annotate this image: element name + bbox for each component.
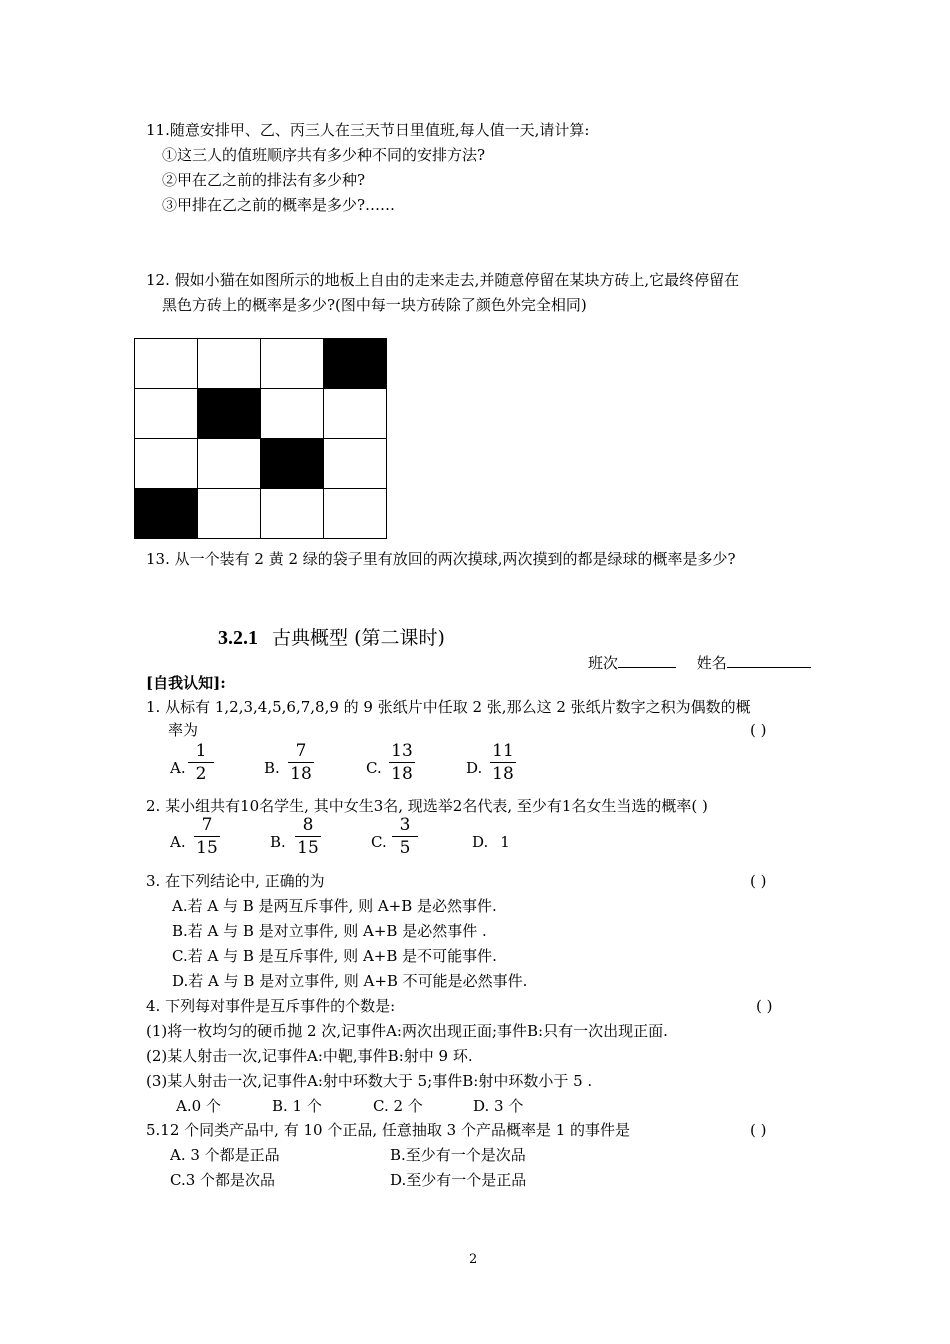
p2-option-d-text: 1 xyxy=(500,833,510,851)
fraction-numerator: 1 xyxy=(195,741,207,761)
self-cognition-heading: [自我认知]: xyxy=(146,674,226,692)
white-tile xyxy=(135,339,198,389)
white-tile xyxy=(324,439,387,489)
p2-stem: 2. 某小组共有10名学生, 其中女生3名, 现选举2名代表, 至少有1名女生当选的概率( ) xyxy=(146,797,708,815)
section-title xyxy=(218,625,445,651)
p4-option-b: B. 1 个 xyxy=(272,1097,322,1115)
fraction-numerator: 7 xyxy=(201,815,213,835)
fraction-denominator: 18 xyxy=(492,764,514,784)
p4-option-c: C. 2 个 xyxy=(373,1097,423,1115)
p2-option-b-label: B. xyxy=(270,833,286,851)
fraction-bar xyxy=(194,836,220,837)
p5-option-c: C.3 个都是次品 xyxy=(170,1171,276,1189)
p4-statement-3: (3)某人射击一次,记事件A:射中环数大于 5;事件B:射中环数小于 5 . xyxy=(146,1072,593,1090)
white-tile xyxy=(135,389,198,439)
q11-sub3: ③甲排在乙之前的概率是多少?…… xyxy=(162,196,396,214)
white-tile xyxy=(198,489,261,539)
fraction-bar xyxy=(288,762,314,763)
white-tile xyxy=(135,439,198,489)
fraction-bar xyxy=(188,762,214,763)
name-label: 姓名 xyxy=(696,654,727,672)
p4-option-d: D. 3 个 xyxy=(473,1097,524,1115)
p1-line1: 1. 从标有 1,2,3,4,5,6,7,8,9 的 9 张纸片中任取 2 张,那么这 2 张纸片数字之积为偶数的概 xyxy=(146,698,751,716)
p5-option-d: D.至少有一个是正品 xyxy=(390,1171,527,1189)
tile-row xyxy=(135,389,387,439)
p2-option-b-fraction xyxy=(293,815,323,858)
p3-stem: 3. 在下列结论中, 正确的为 xyxy=(146,872,325,890)
q11-stem: 11.随意安排甲、乙、丙三人在三天节日里值班,每人值一天,请计算: xyxy=(146,121,590,139)
name-blank[interactable] xyxy=(727,653,811,668)
white-tile xyxy=(324,389,387,439)
tile-row xyxy=(135,489,387,539)
p1-line2: 率为 xyxy=(168,721,199,739)
p5-answer-paren: ( ) xyxy=(750,1121,767,1139)
p3-option-d: D.若 A 与 B 是对立事件, 则 A+B 不可能是必然事件. xyxy=(172,972,528,990)
q13-text: 13. 从一个装有 2 黄 2 绿的袋子里有放回的两次摸球,两次摸到的都是绿球的概率是多少? xyxy=(146,550,736,568)
p1-option-a-fraction xyxy=(186,741,216,784)
fraction-denominator: 5 xyxy=(399,838,411,858)
p1-option-d-label: D. xyxy=(466,759,483,777)
fraction-numerator: 7 xyxy=(295,741,307,761)
p3-answer-paren: ( ) xyxy=(750,872,767,890)
class-field xyxy=(588,653,811,673)
fraction-denominator: 2 xyxy=(195,764,207,784)
fraction-denominator: 18 xyxy=(290,764,312,784)
white-tile xyxy=(261,389,324,439)
tile-row xyxy=(135,439,387,489)
p2-option-c-fraction xyxy=(390,815,420,858)
p4-statement-1: (1)将一枚均匀的硬币抛 2 次,记事件A:两次出现正面;事件B:只有一次出现正面. xyxy=(146,1022,668,1040)
fraction-numerator: 13 xyxy=(391,741,413,761)
fraction-denominator: 15 xyxy=(297,838,319,858)
black-tile xyxy=(198,389,261,439)
class-label: 班次 xyxy=(588,654,619,672)
section-number: 3.2.1 xyxy=(218,627,258,649)
p1-option-b-fraction xyxy=(286,741,316,784)
p2-option-d-label: D. xyxy=(472,833,489,851)
white-tile xyxy=(261,489,324,539)
fraction-denominator: 18 xyxy=(391,764,413,784)
page-number: 2 xyxy=(469,1252,478,1267)
fraction-bar xyxy=(392,836,418,837)
fraction-bar xyxy=(389,762,415,763)
tile-row xyxy=(135,339,387,389)
p1-option-c-fraction xyxy=(387,741,417,784)
p1-answer-paren: ( ) xyxy=(750,721,767,739)
p5-option-a: A. 3 个都是正品 xyxy=(170,1146,280,1164)
white-tile xyxy=(324,489,387,539)
p4-stem: 4. 下列每对事件是互斥事件的个数是: xyxy=(146,997,396,1015)
p3-option-a: A.若 A 与 B 是两互斥事件, 则 A+B 是必然事件. xyxy=(172,897,497,915)
floor-tile-grid xyxy=(134,338,387,539)
q12-line2: 黑色方砖上的概率是多少?(图中每一块方砖除了颜色外完全相同) xyxy=(162,296,587,314)
p1-option-a-label: A. xyxy=(170,759,186,777)
black-tile xyxy=(135,489,198,539)
fraction-numerator: 8 xyxy=(302,815,314,835)
white-tile xyxy=(198,339,261,389)
p5-option-b: B.至少有一个是次品 xyxy=(390,1146,526,1164)
p4-statement-2: (2)某人射击一次,记事件A:中靶,事件B:射中 9 环. xyxy=(146,1047,473,1065)
p4-option-a: A.0 个 xyxy=(176,1097,221,1115)
p2-option-d xyxy=(472,832,510,852)
fraction-bar xyxy=(295,836,321,837)
q11-sub1: ①这三人的值班顺序共有多少种不同的安排方法? xyxy=(162,146,486,164)
p1-option-c-label: C. xyxy=(366,759,382,777)
p4-answer-paren: ( ) xyxy=(756,997,773,1015)
p3-option-c: C.若 A 与 B 是互斥事件, 则 A+B 是不可能事件. xyxy=(172,947,497,965)
p1-option-b-label: B. xyxy=(264,759,280,777)
p1-option-d-fraction xyxy=(488,741,518,784)
p2-option-a-label: A. xyxy=(170,833,186,851)
fraction-bar xyxy=(490,762,516,763)
black-tile xyxy=(261,439,324,489)
p2-option-a-fraction xyxy=(192,815,222,858)
class-blank[interactable] xyxy=(618,653,676,668)
q12-line1: 12. 假如小猫在如图所示的地板上自由的走来走去,并随意停留在某块方砖上,它最终停留在 xyxy=(146,271,740,289)
fraction-denominator: 15 xyxy=(196,838,218,858)
fraction-numerator: 11 xyxy=(492,741,514,761)
p5-stem: 5.12 个同类产品中, 有 10 个正品, 任意抽取 3 个产品概率是 1 的事件是 xyxy=(146,1121,631,1139)
p2-option-c-label: C. xyxy=(371,833,387,851)
white-tile xyxy=(198,439,261,489)
p3-option-b: B.若 A 与 B 是对立事件, 则 A+B 是必然事件 . xyxy=(172,922,487,940)
black-tile xyxy=(324,339,387,389)
q11-sub2: ②甲在乙之前的排法有多少种? xyxy=(162,171,366,189)
white-tile xyxy=(261,339,324,389)
section-title-text: 古典概型 (第二课时) xyxy=(272,627,445,649)
fraction-numerator: 3 xyxy=(399,815,411,835)
